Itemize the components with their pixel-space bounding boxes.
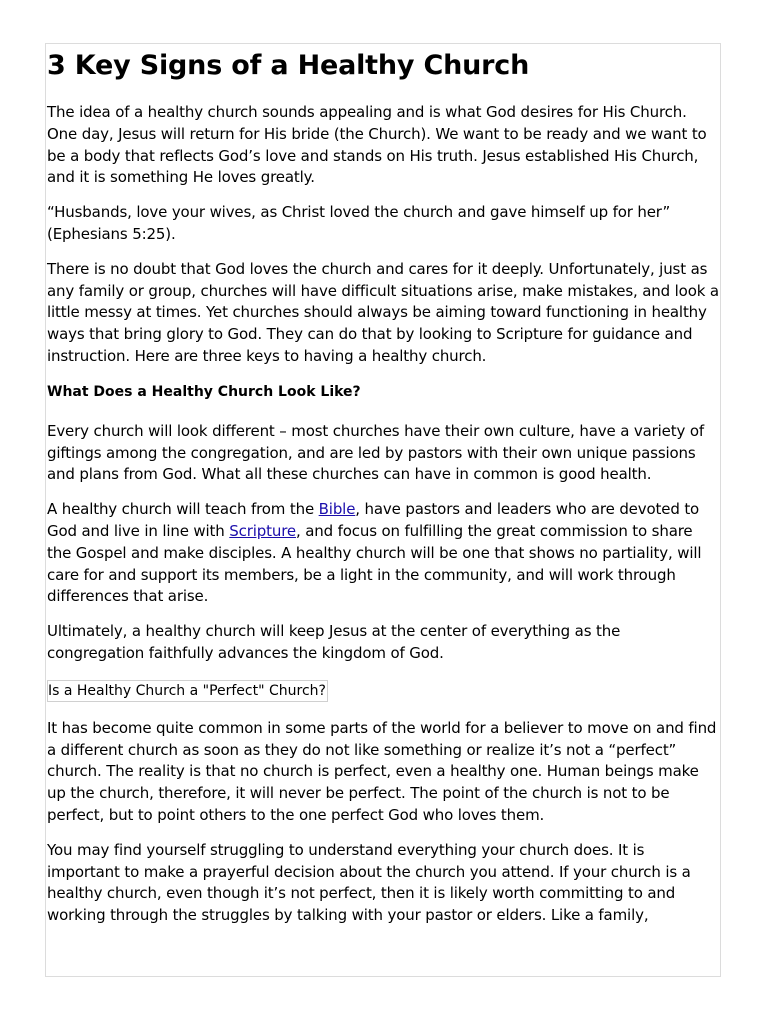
section-heading-perfect-church: Is a Healthy Church a "Perfect" Church? bbox=[47, 680, 328, 702]
paragraph-church-loved: There is no doubt that God loves the church and cares for it deeply. Unfortunately, just as any family or group, churches will have difficult situations arise, make mistakes, and look a little messy at times. Yet churches should always be aiming toward functioning in healthy ways that bring glory to God. They can do that by looking to Scripture for guidance and instruction. Here are three keys to having a healthy church. bbox=[47, 259, 719, 365]
bible-link[interactable]: Bible bbox=[318, 500, 356, 519]
paragraph-text-part: A healthy church will teach from the bbox=[47, 500, 319, 519]
paragraph-text-part: , and focus on fulfilling the great commission to share the Gospel and make disciples. A healthy church will be one that shows no partiality, will care for and support its members, be a light in the community, and will work through differences that arise. bbox=[47, 521, 702, 606]
paragraph-scripture-quote: “Husbands, love your wives, as Christ loved the church and gave himself up for her” (Ephesians 5:25). bbox=[47, 203, 671, 243]
paragraph-intro: The idea of a healthy church sounds appealing and is what God desires for His Church. One day, Jesus will return for His bride (the Church). We want to be ready and we want to be a body that reflects God’s love and stands on His truth. Jesus established His Church, and it is something He loves greatly. bbox=[47, 103, 707, 187]
paragraph-every-church: Every church will look different – most churches have their own culture, have a variety of giftings among the congregation, and are led by pastors with their own unique passions and plans from God. What all these churches can have in common is good health. bbox=[47, 421, 704, 484]
article-body bbox=[46, 44, 720, 927]
paragraph-not-perfect: It has become quite common in some parts of the world for a believer to move on and find a different church as soon as they do not like something or realize it’s not a “perfect” church. The reality is that no church is perfect, even a healthy one. Human beings make up the church, therefore, it will never be perfect. The point of the church is not to be perfect, but to point others to the one perfect God who loves them. bbox=[47, 718, 717, 824]
scripture-link[interactable]: Scripture bbox=[229, 521, 296, 540]
section-heading-healthy-church: What Does a Healthy Church Look Like? bbox=[47, 383, 361, 400]
document-page bbox=[45, 43, 721, 977]
paragraph-healthy-church-teaches bbox=[47, 499, 720, 608]
article-title: 3 Key Signs of a Healthy Church bbox=[47, 50, 530, 81]
paragraph-struggling: You may find yourself struggling to understand everything your church does. It is important to make a prayerful decision about the church you attend. If your church is a healthy church, even though it’s not perfect, then it is likely worth committing to and working through the struggles by talking with your pastor or elders. Like a family, bbox=[47, 840, 691, 925]
paragraph-ultimately: Ultimately, a healthy church will keep Jesus at the center of everything as the congregation faithfully advances the kingdom of God. bbox=[47, 622, 621, 662]
paragraph-text-part: , have pastors and leaders who are devoted to God and live in line with bbox=[47, 500, 700, 540]
